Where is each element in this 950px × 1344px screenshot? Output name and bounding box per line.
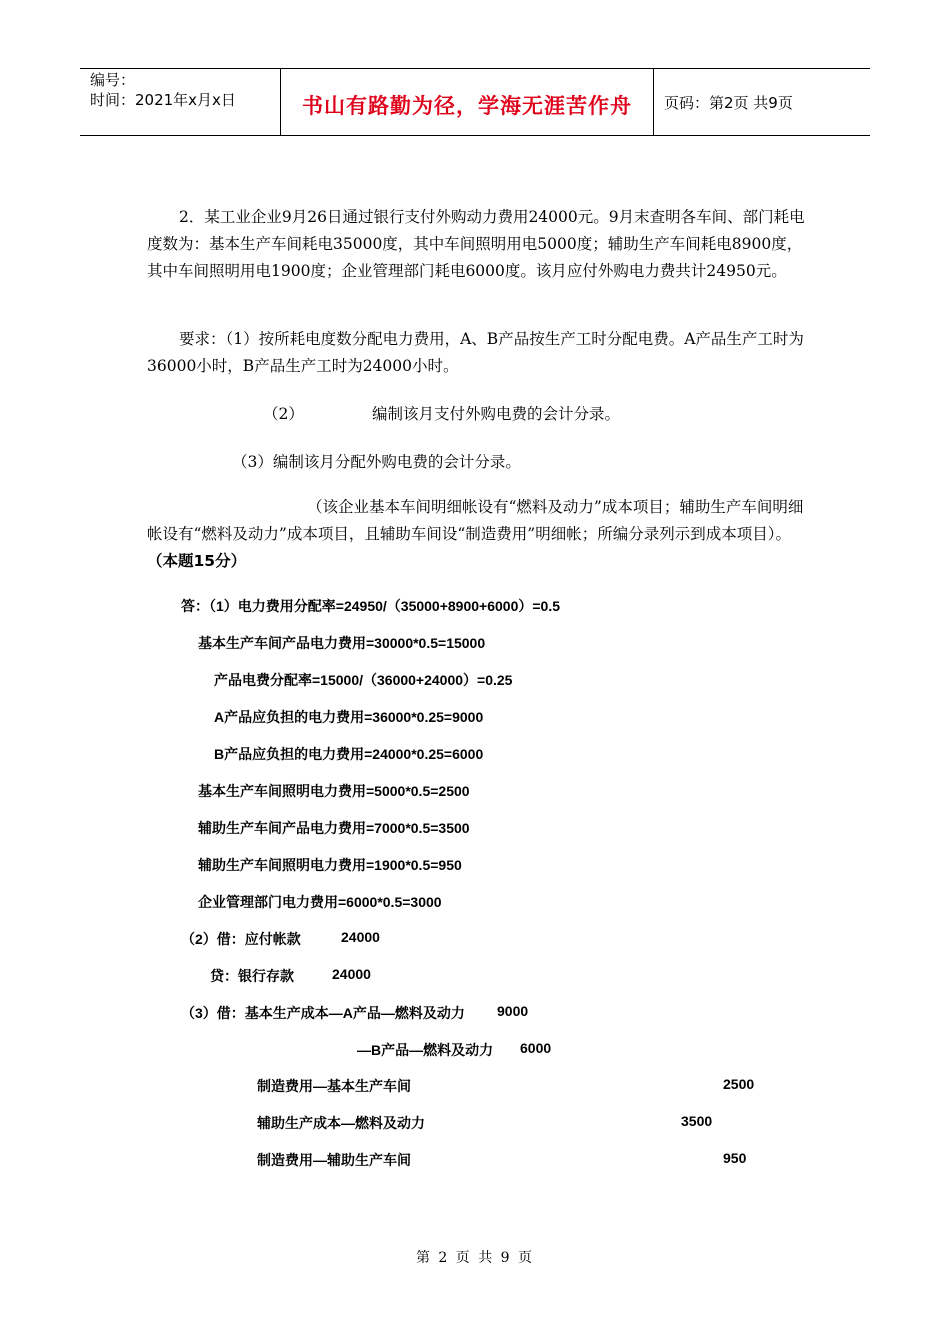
- entry3-line4-label: 辅助生产成本—燃料及动力: [257, 1115, 425, 1131]
- entry3-line5-amount: 950: [723, 1150, 747, 1166]
- answer-line-8: 辅助生产车间照明电力费用=1900*0.5=950: [198, 857, 462, 873]
- entry3-line1-amount: 9000: [497, 1003, 529, 1019]
- answer-line-9: 企业管理部门电力费用=6000*0.5=3000: [198, 894, 442, 910]
- requirement-3: （3）编制该月分配外购电费的会计分录。: [232, 453, 521, 471]
- answer-line-6: 基本生产车间照明电力费用=5000*0.5=2500: [198, 783, 470, 799]
- entry2-credit-amount: 24000: [332, 966, 371, 982]
- question-note-text: （该企业基本车间明细帐设有“燃料及动力”成本项目；辅助生产车间明细帐设有“燃料及动力”成本项目，且辅助车间设“制造费用”明细帐；所编分录列示到成本项目）。: [147, 498, 804, 543]
- entry3-line3-amount: 2500: [723, 1076, 755, 1092]
- question-score: （本题15分）: [147, 552, 247, 570]
- answer-line-7: 辅助生产车间产品电力费用=7000*0.5=3500: [198, 820, 470, 836]
- header-divider-right: [653, 68, 654, 135]
- answer-line-1: 答：（1）电力费用分配率=24950/（35000+8900+6000）=0.5: [181, 598, 560, 614]
- answer-line-3: 产品电费分配率=15000/（36000+24000）=0.25: [214, 672, 513, 688]
- entry2-debit-label: （2）借：应付帐款: [181, 931, 301, 947]
- header-divider-left: [280, 68, 281, 135]
- answer-line-2: 基本生产车间产品电力费用=30000*0.5=15000: [198, 635, 486, 651]
- question-intro: 2．某工业企业9月26日通过银行支付外购动力费用24000元。9月末查明各车间、部门耗电度数为：基本生产车间耗电35000度，其中车间照明用电5000度；辅助生产车间耗电8900度，其中车间照明用电1900度；企业管理部门耗电6000度。该月应付外购电力费共计24950元。: [147, 208, 805, 280]
- header-page-label: 页码：第2页 共9页: [664, 94, 793, 112]
- header-top-rule: [80, 68, 870, 69]
- entry3-line5-label: 制造费用—辅助生产车间: [257, 1152, 411, 1168]
- requirement-1: 要求：（1）按所耗电度数分配电力费用，A、B产品按生产工时分配电费。A产品生产工时为36000小时，B产品生产工时为24000小时。: [147, 330, 804, 375]
- entry3-line4-amount: 3500: [681, 1113, 713, 1129]
- header-time-label: 时间：2021年x月x日: [90, 91, 236, 109]
- answer-line-5: B产品应负担的电力费用=24000*0.25=6000: [214, 746, 484, 762]
- entry3-line1-label: （3）借：基本生产成本—A产品—燃料及动力: [181, 1005, 465, 1021]
- question-note: [147, 494, 807, 575]
- header-meta: [90, 70, 236, 110]
- entry3-line3-label: 制造费用—基本生产车间: [257, 1078, 411, 1094]
- entry2-debit-amount: 24000: [341, 929, 380, 945]
- header-motto: 书山有路勤为径，学海无涯苦作舟: [302, 94, 632, 118]
- requirement-2-text: 编制该月支付外购电费的会计分录。: [372, 405, 621, 423]
- header-bottom-rule: [80, 135, 870, 136]
- entry3-line2-amount: 6000: [520, 1040, 552, 1056]
- header-number-label: 编号：: [90, 71, 136, 89]
- answer-line-4: A产品应负担的电力费用=36000*0.25=9000: [214, 709, 484, 725]
- entry2-credit-label: 贷：银行存款: [210, 968, 294, 984]
- entry3-line2-label: —B产品—燃料及动力: [357, 1042, 494, 1058]
- requirement-2-number: （2）: [263, 405, 304, 423]
- footer-page-number: 第 2 页 共 9 页: [415, 1250, 535, 1266]
